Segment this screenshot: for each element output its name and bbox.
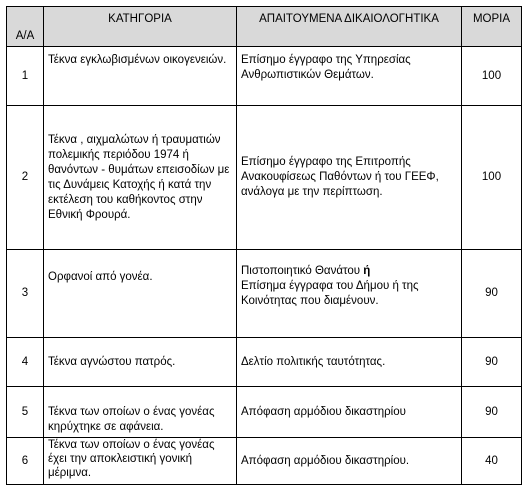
table-body: [7, 47, 522, 485]
row-documents: Δελτίο πολιτικής ταυτότητας.: [237, 338, 462, 387]
row-category: Τέκνα των οποίων ο ένας γονέας κηρύχτηκε σε αφάνεια.: [44, 387, 237, 438]
row-documents: [237, 250, 462, 338]
header-documents: ΑΠΑΙΤΟΥΜΕΝΑ ΔΙΚΑΙΟΛΟΓΗΤΙΚΑ: [237, 7, 462, 47]
row-category: Τέκνα , αιχμαλώτων ή τραυματιών πολεμικής περιόδου 1974 ή θανόντων - θυμάτων επεισοδίων με τις Δυνάμεις Κατοχής ή κατά την εκτέλεση του καθήκοντος στην Εθνική Φρουρά.: [44, 106, 237, 250]
row-points: 90: [462, 250, 522, 338]
header-category: ΚΑΤΗΓΟΡΙΑ: [44, 7, 237, 47]
points-table: [6, 6, 522, 485]
documents-line-1: Πιστοποιητικό Θανάτου: [241, 265, 361, 277]
row-number: 5: [7, 387, 44, 438]
row-category: Τέκνα εγκλωβισμένων οικογενειών.: [44, 47, 237, 106]
row-documents: Επίσημο έγγραφο της Επιτροπής Ανακουφίσεως Παθόντων ή του ΓΕΕΦ, ανάλογα με την περίπτωση.: [237, 106, 462, 250]
row-number: 4: [7, 338, 44, 387]
header-row: [7, 7, 522, 47]
row-points: 90: [462, 338, 522, 387]
table-row: [7, 438, 522, 485]
row-documents: Απόφαση αρμόδιου δικαστηρίου.: [237, 438, 462, 485]
table-row: [7, 106, 522, 250]
row-number: 6: [7, 438, 44, 485]
row-number: 2: [7, 106, 44, 250]
documents-or: ή: [363, 265, 371, 277]
row-points: 40: [462, 438, 522, 485]
documents-line-2: Επίσημα έγγραφα του Δήμου ή της Κοινότητας που διαμένουν.: [241, 280, 419, 307]
row-category: Ορφανοί από γονέα.: [44, 250, 237, 338]
row-points: 100: [462, 106, 522, 250]
row-points: 90: [462, 387, 522, 438]
header-aa: Α/Α: [7, 7, 44, 47]
row-documents: Απόφαση αρμόδιου δικαστηρίου: [237, 387, 462, 438]
header-points: ΜΟΡΙΑ: [462, 7, 522, 47]
table-row: [7, 338, 522, 387]
table-row: [7, 387, 522, 438]
row-documents: Επίσημο έγγραφο της Υπηρεσίας Ανθρωπιστικών Θεμάτων.: [237, 47, 462, 106]
row-category: Τέκνα αγνώστου πατρός.: [44, 338, 237, 387]
row-points: 100: [462, 47, 522, 106]
table-header: [7, 7, 522, 47]
table-row: [7, 250, 522, 338]
row-number: 3: [7, 250, 44, 338]
row-category: Τέκνα των οποίων ο ένας γονέας έχει την αποκλειστική γονική μέριμνα.: [44, 438, 237, 485]
table-row: [7, 47, 522, 106]
row-number: 1: [7, 47, 44, 106]
